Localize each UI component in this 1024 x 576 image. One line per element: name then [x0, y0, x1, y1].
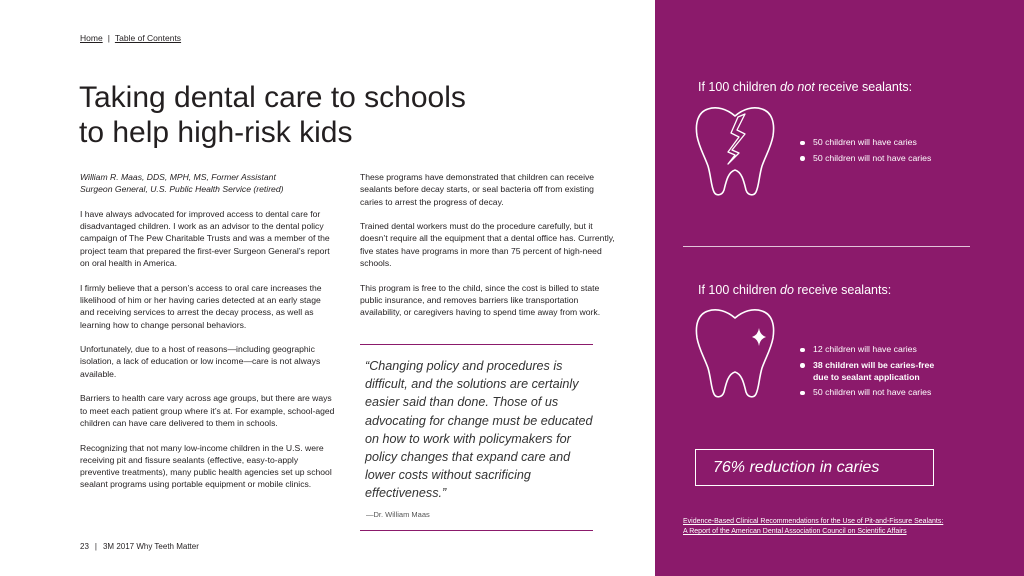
document-title: 3M 2017 Why Teeth Matter	[102, 542, 199, 551]
page-title	[79, 80, 539, 150]
title-line-1: Taking dental care to schools	[79, 81, 466, 114]
quote-attribution: —Dr. William Maas	[366, 510, 430, 519]
list-item: 50 children will not have caries	[796, 385, 934, 401]
list-item: 50 children will not have caries	[796, 151, 931, 167]
sparkling-tooth-icon	[693, 308, 777, 400]
reduction-callout: 76% reduction in caries	[695, 449, 934, 486]
citation-link[interactable]	[683, 517, 993, 537]
list-item: 50 children will have caries	[796, 135, 931, 151]
heading-text: receive sealants:	[793, 283, 892, 297]
heading-emphasis: do	[780, 283, 794, 297]
author-line-1: William R. Maas, DDS, MPH, MS, Former Assistant	[80, 172, 276, 182]
paragraph: Trained dental workers must do the procedure carefully, but it doesn’t require all the equipment that a dental office has. Currently, five states have programs in more than 75 percent of high-need schools.	[360, 221, 615, 269]
heading-text: If 100 children	[698, 283, 780, 297]
title-line-2: to help high-risk kids	[79, 116, 353, 149]
section-divider	[683, 246, 970, 247]
paragraph: Barriers to health care vary across age groups, but there are ways to meet each patient group where it’s at. For example, school-aged children can have care delivered to them in schools.	[80, 393, 335, 428]
no-sealants-heading	[698, 80, 912, 94]
list-item-highlight	[796, 359, 934, 383]
breadcrumb-toc-link[interactable]: Table of Contents	[114, 33, 182, 43]
citation-line-2[interactable]: A Report of the American Dental Association Council on Scientific Affairs	[683, 528, 907, 535]
list-item: 12 children will have caries	[796, 342, 934, 358]
paragraph: I have always advocated for improved access to dental care for disadvantaged children. I work as an advisor to the dental policy campaign of The Pew Charitable Trusts and was a member of the project team that prepared the first-ever Surgeon General’s report on oral health in America.	[80, 208, 330, 269]
breadcrumb-home-link[interactable]: Home	[80, 33, 103, 43]
sealants-heading	[698, 283, 891, 297]
article-column-2	[360, 171, 615, 331]
citation-line-1[interactable]: Evidence-Based Clinical Recommendations for the Use of Pit-and-Fissure Sealants:	[683, 518, 944, 525]
highlight-line-1: 38 children will be caries-free	[813, 360, 935, 371]
sealants-list	[796, 342, 934, 401]
page-number: 23	[80, 542, 89, 551]
page-footer	[80, 542, 199, 551]
article-column-1	[80, 171, 335, 503]
paragraph: Unfortunately, due to a host of reasons—including geographic isolation, a lack of education or low income—care is not always available.	[80, 344, 321, 379]
breadcrumb	[80, 33, 181, 43]
no-sealants-list	[796, 135, 931, 166]
highlight-line-2: due to sealant application	[813, 372, 920, 383]
paragraph: Recognizing that not many low-income children in the U.S. were receiving pit and fissure sealants (effective, easy-to-apply preventive treatments), many public health agencies set up school sealant programs using portable equipment or mobile clinics.	[80, 442, 332, 490]
author-line-2: Surgeon General, U.S. Public Health Service (retired)	[80, 184, 284, 195]
paragraph: I firmly believe that a person’s access to oral care increases the likelihood of him or her having caries detected at an early stage and receiving services to arrest the decay process, as well as learning how to change personal behaviors.	[80, 282, 322, 330]
heading-emphasis: do not	[780, 80, 815, 94]
cracked-tooth-icon	[693, 106, 777, 198]
author-byline	[80, 171, 335, 196]
quote-top-rule	[360, 344, 593, 345]
breadcrumb-separator: |	[107, 33, 110, 43]
pull-quote: “Changing policy and procedures is difficult, and the solutions are certainly easier said than done. Those of us advocating for change must be educated on how to work with policymakers for policy changes that expand care and lower costs without sacrificing effectiveness.”	[365, 359, 593, 501]
footer-separator: |	[94, 542, 97, 551]
heading-text: If 100 children	[698, 80, 780, 94]
quote-bottom-rule	[360, 530, 593, 531]
paragraph: This program is free to the child, since the cost is billed to state public insurance, and removes barriers like transportation availability, or caregivers having to spend time away from work.	[360, 282, 601, 318]
heading-text: receive sealants:	[814, 80, 913, 94]
paragraph: These programs have demonstrated that children can receive sealants before decay starts, or seal bacteria off from existing caries to arrest the progress of decay.	[360, 172, 595, 207]
